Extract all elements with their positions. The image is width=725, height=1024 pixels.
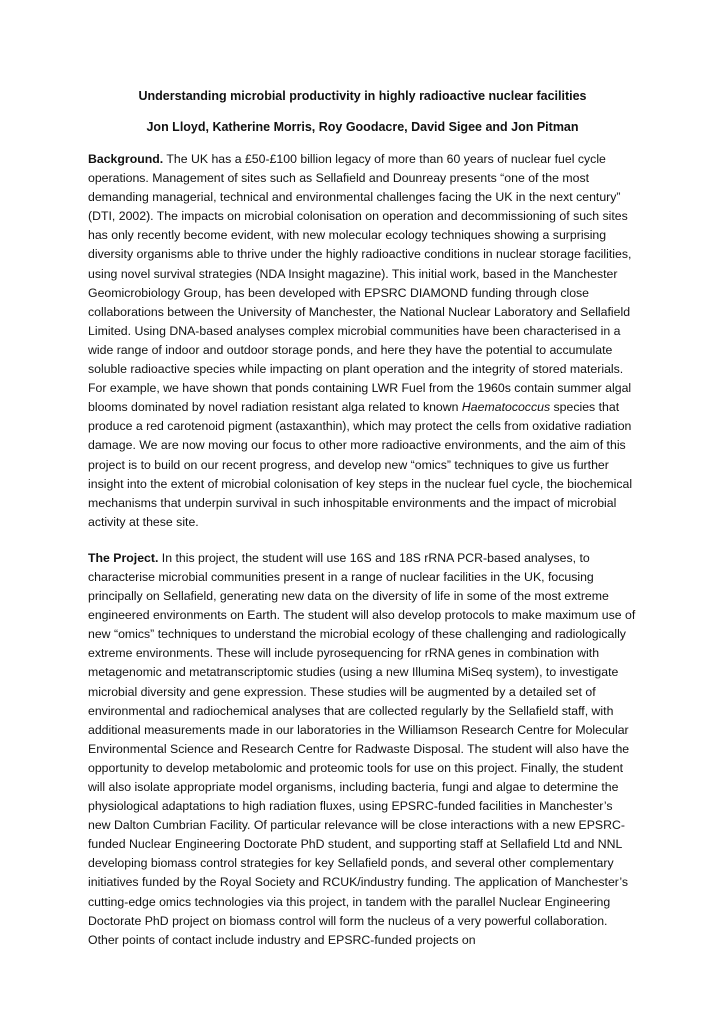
background-heading: Background. — [88, 152, 164, 166]
project-heading: The Project. — [88, 550, 159, 565]
document-title: Understanding microbial productivity in highly radioactive nuclear facilities — [138, 89, 587, 103]
project-paragraph — [88, 549, 637, 950]
author-list: Jon Lloyd, Katherine Morris, Roy Goodacre, David Sigee and Jon Pitman — [146, 120, 579, 134]
background-text-part-2: species that produce a red carotenoid pigment (astaxanthin), which may protect the cells from oxidative radiation damage. We are now moving our focus to other more radioactive environments, and the aim of this project is to build on our recent progress, and develop new “omics” techniques to give us further insight into the extent of microbial colonisation of key steps in the nuclear fuel cycle, the biochemical mechanisms that underpin survival in such inhospitable environments and the impact of microbial activity at these site. — [88, 400, 633, 529]
background-text-part-1: The UK has a £50-£100 billion legacy of more than 60 years of nuclear fuel cycle operations. Management of sites such as Sellafield and Dounreay presents “one of the most demanding managerial, technical and environmental challenges facing the UK in the next century” (DTI, 2002). The impacts on microbial colonisation on operation and decommissioning of such sites has only recently become evident, with new molecular ecology techniques showing a surprising diversity organisms able to thrive under the highly radioactive conditions in nuclear storage facilities, using novel survival strategies (NDA Insight magazine). This initial work, based in the Manchester Geomicrobiology Group, has been developed with EPSRC DIAMOND funding through close collaborations between the University of Manchester, the National Nuclear Laboratory and Sellafield Limited. Using DNA-based analyses complex microbial communities have been characterised in a wide range of indoor and outdoor storage ponds, and here they have the potential to accumulate soluble radioactive species while impacting on plant operation and the integrity of stored materials. For example, we have shown that ponds containing LWR Fuel from the 1960s contain summer algal blooms dominated by novel radiation resistant alga related to known — [88, 152, 632, 415]
project-text: In this project, the student will use 16S and 18S rRNA PCR-based analyses, to characterise microbial communities present in a range of nuclear facilities in the UK, focusing principally on Sellafield, generating new data on the diversity of life in some of the most extreme engineered environments on Earth. The student will also develop protocols to make maximum use of new “omics” techniques to understand the microbial ecology of these challenging and radiologically extreme environments. These will include pyrosequencing for rRNA genes in combination with metagenomic and metatranscriptomic studies (using a new Illumina MiSeq system), to investigate microbial diversity and gene expression. These studies will be augmented by a detailed set of environmental and radiochemical analyses that are collected regularly by the Sellafield staff, with additional measurements made in our laboratories in the Williamson Research Centre for Molecular Environmental Science and Research Centre for Radwaste Disposal. The student will also have the opportunity to develop metabolomic and proteomic tools for use on this project. Finally, the student will also isolate appropriate model organisms, including bacteria, fungi and algae to determine the physiological adaptations to high radiation fluxes, using EPSRC-funded facilities in Manchester’s new Dalton Cumbrian Facility. Of particular relevance will be close interactions with a new EPSRC-funded Nuclear Engineering Doctorate PhD student, and supporting staff at Sellafield Ltd and NNL developing biomass control strategies for key Sellafield ponds, and several other complementary initiatives funded by the Royal Society and RCUK/industry funding. The application of Manchester’s cutting-edge omics technologies via this project, in tandem with the parallel Nuclear Engineering Doctorate PhD project on biomass control will form the nucleus of a very powerful collaboration. Other points of contact include industry and EPSRC-funded projects on — [88, 550, 636, 947]
species-name-italic: Haematococcus — [461, 400, 551, 415]
background-paragraph — [88, 150, 637, 532]
